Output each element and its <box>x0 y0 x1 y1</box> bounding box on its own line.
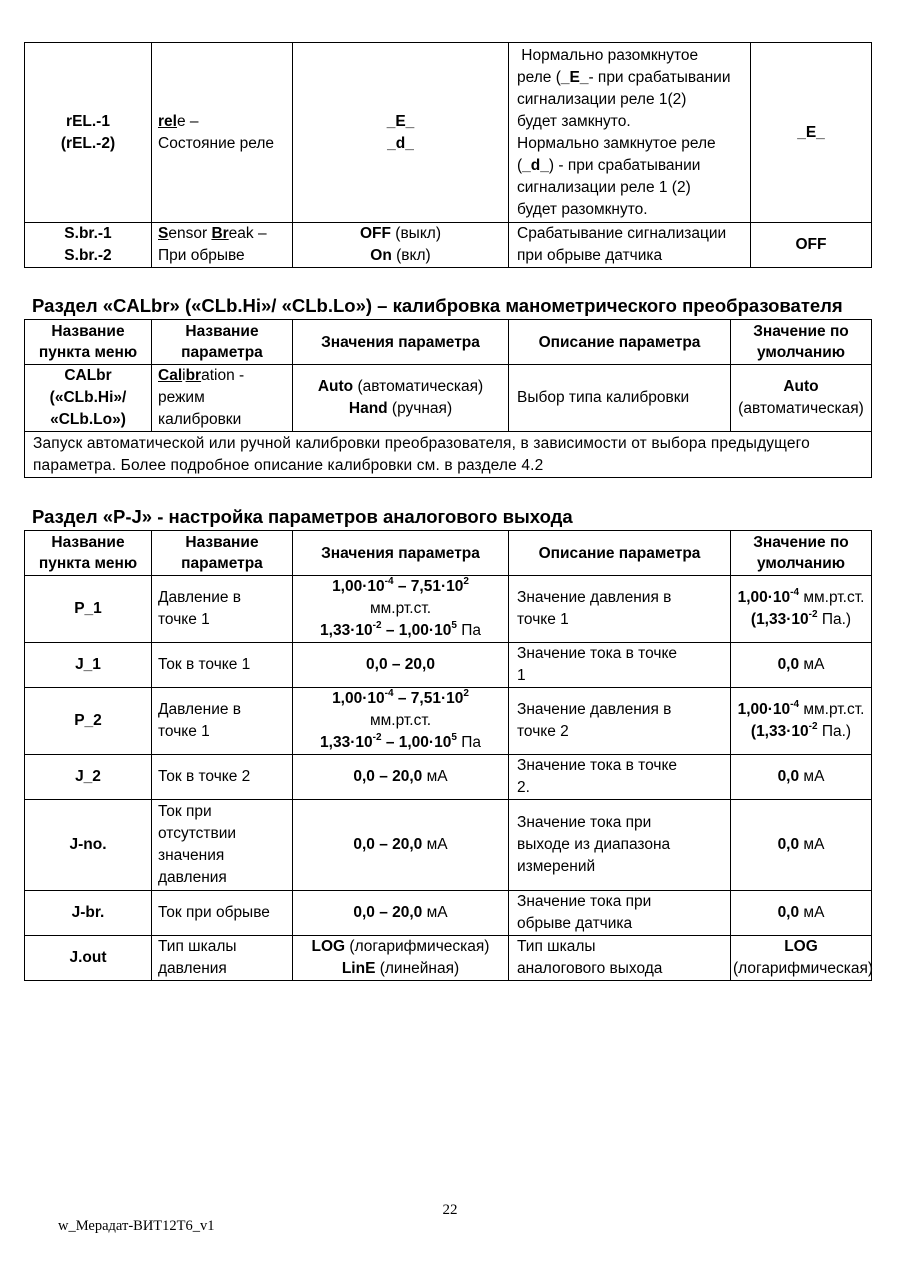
menu-item-cell: P_1 <box>25 576 152 643</box>
table-header-row <box>25 320 872 365</box>
param-description-cell: Значение давления в точке 2 <box>509 688 731 755</box>
header-param-name: Название параметра <box>152 531 293 576</box>
param-description-cell: Значение тока при выходе из диапазона измерений <box>509 800 731 891</box>
description-line: ) - при срабатывании <box>548 156 701 174</box>
param-description-cell: Значение тока при обрыве датчика <box>509 891 731 936</box>
param-values-cell <box>293 223 509 268</box>
table-row <box>25 800 872 891</box>
param-name-text: При обрыве <box>158 247 245 264</box>
header-param-description: Описание параметра <box>509 320 731 365</box>
header-default-value: Значение по умолчанию <box>731 531 872 576</box>
param-name-text: e – <box>176 112 199 130</box>
table-row <box>25 365 872 432</box>
param-name-abbrev: S <box>158 225 169 242</box>
table-row <box>25 43 872 223</box>
menu-item-cell: J-br. <box>25 891 152 936</box>
description-line: Нормально разомкнутое <box>517 46 699 64</box>
param-name-cell <box>152 43 293 223</box>
table-note-row <box>25 432 872 478</box>
section-title-pj: Раздел «P-J» - настройка параметров аналогового выхода <box>32 506 573 527</box>
page-number: 22 <box>442 1202 458 1218</box>
menu-item-cell: J_1 <box>25 643 152 688</box>
header-param-values: Значения параметра <box>293 320 509 365</box>
description-line: будет разомкнуто. <box>517 200 648 218</box>
param-values-cell <box>293 43 509 223</box>
menu-item-cell <box>25 223 152 268</box>
description-line: ( <box>517 156 523 174</box>
param-value: OFF <box>359 225 391 242</box>
description-line: - при срабатывании <box>588 68 731 86</box>
menu-item-name: S.br.-1 <box>64 225 112 242</box>
header-default-value: Значение по умолчанию <box>731 320 872 365</box>
param-value: On <box>370 247 392 264</box>
table-row <box>25 755 872 800</box>
menu-item-name: S.br.-2 <box>64 247 112 264</box>
description-line: _E_ <box>560 68 589 86</box>
param-values-cell: 0,0 – 20,0 <box>293 643 509 688</box>
param-name-abbrev: Br <box>211 225 229 242</box>
calibration-note: Запуск автоматической или ручной калибровки преобразователя, в зависимости от выбора предыдущего параметра. Более подробное описание калибровки см. в разделе 4.2 <box>25 432 872 478</box>
param-name-cell: Давление в точке 1 <box>152 576 293 643</box>
param-name-cell: Ток в точке 1 <box>152 643 293 688</box>
menu-item-cell: P_2 <box>25 688 152 755</box>
description-line: Срабатывание сигнализации <box>517 225 727 242</box>
header-param-name: Название параметра <box>152 320 293 365</box>
table-row <box>25 576 872 643</box>
default-value-cell: Auto (автоматическая) <box>731 365 872 432</box>
param-values-cell: Auto (автоматическая) Hand (ручная) <box>293 365 509 432</box>
header-menu-item: Название пункта меню <box>25 531 152 576</box>
param-description-cell <box>509 223 751 268</box>
table-header-row <box>25 531 872 576</box>
header-menu-item: Название пункта меню <box>25 320 152 365</box>
description-line: при обрыве датчика <box>517 247 663 264</box>
default-value-cell: 0,0 мА <box>731 755 872 800</box>
description-line: сигнализации реле 1(2) <box>517 90 687 108</box>
table-row <box>25 688 872 755</box>
menu-item-cell <box>25 43 152 223</box>
param-name-abbrev: rel <box>158 112 177 130</box>
description-line: реле ( <box>517 68 561 86</box>
param-values-cell: $1,00\cdot 10^{-4} - 7,51\cdot 10^2$ мм.рт.ст. $1,33\cdot 10^{-2} - 1,00\cdot 10^5$ Па <box>293 688 509 755</box>
default-value-cell: OFF <box>751 223 872 268</box>
table-row <box>25 891 872 936</box>
description-line: сигнализации реле 1 (2) <box>517 178 691 196</box>
param-values-cell: 0,0 – 20,0 мА <box>293 891 509 936</box>
menu-item-name: rEL.-1 <box>66 112 110 130</box>
table-row <box>25 643 872 688</box>
param-description-cell: Значение давления в точке 1 <box>509 576 731 643</box>
param-name-cell: Давление в точке 1 <box>152 688 293 755</box>
menu-item-cell: J.out <box>25 936 152 981</box>
default-value-cell: 0,0 мА <box>731 891 872 936</box>
menu-item-name: (rEL.-2) <box>60 134 116 152</box>
table-row <box>25 223 872 268</box>
default-value-cell: _E_ <box>751 43 872 223</box>
param-description-cell: Значение тока в точке 2. <box>509 755 731 800</box>
param-value: _E_ <box>386 112 415 130</box>
default-value-cell: LOG (логарифмическая) <box>731 936 872 981</box>
table-row <box>25 936 872 981</box>
document-name: w_Мерадат-ВИТ12Т6_v1 <box>58 1218 215 1234</box>
param-name-cell <box>152 223 293 268</box>
calbr-params-table <box>24 319 872 478</box>
default-value-cell: 0,0 мА <box>731 643 872 688</box>
param-values-cell: LOG (логарифмическая) LinE (линейная) <box>293 936 509 981</box>
param-name-cell: Ток при обрыве <box>152 891 293 936</box>
param-name-cell: Calibration - режим калибровки <box>152 365 293 432</box>
param-value-note: (выкл) <box>390 225 441 242</box>
param-values-cell: 0,0 – 20,0 мА <box>293 800 509 891</box>
menu-item-cell: J_2 <box>25 755 152 800</box>
default-value-cell: $1,00\cdot 10^{-4}$ мм.рт.ст. ($1,33\cdot 10^{-2}$ Па.) <box>731 688 872 755</box>
param-value: _d_ <box>387 134 414 152</box>
menu-item-cell: CALbr («CLb.Hi»/ «CLb.Lo») <box>25 365 152 432</box>
param-description-cell <box>509 43 751 223</box>
pj-params-table <box>24 530 872 981</box>
header-param-description: Описание параметра <box>509 531 731 576</box>
header-param-values: Значения параметра <box>293 531 509 576</box>
description-line: Нормально замкнутое реле <box>517 134 716 152</box>
param-description-cell: Значение тока в точке 1 <box>509 643 731 688</box>
param-description-cell: Тип шкалы аналогового выхода <box>509 936 731 981</box>
param-name-text: ensor <box>168 225 212 242</box>
param-value-note: (вкл) <box>391 247 431 264</box>
param-name-cell: Ток при отсутствии значения давления <box>152 800 293 891</box>
description-line: _d_ <box>522 156 549 174</box>
param-name-cell: Тип шкалы давления <box>152 936 293 981</box>
param-name-text: eak – <box>228 225 267 242</box>
default-value-cell: $1,00\cdot 10^{-4}$ мм.рт.ст. ($1,33\cdot 10^{-2}$ Па.) <box>731 576 872 643</box>
menu-item-cell: J-no. <box>25 800 152 891</box>
default-value-cell: 0,0 мА <box>731 800 872 891</box>
relay-params-table <box>24 42 872 268</box>
param-name-cell: Ток в точке 2 <box>152 755 293 800</box>
param-name-text: Состояние реле <box>158 134 275 152</box>
param-description-cell: Выбор типа калибровки <box>509 365 731 432</box>
description-line: будет замкнуто. <box>517 112 631 130</box>
section-title-calbr: Раздел «CALbr» («CLb.Hi»/ «CLb.Lo») – калибровка манометрического преобразователя <box>32 295 843 316</box>
param-values-cell: 0,0 – 20,0 мА <box>293 755 509 800</box>
param-values-cell: $1,00\cdot 10^{-4} - 7,51\cdot 10^2$ мм.рт.ст. $1,33\cdot 10^{-2} - 1,00\cdot 10^5$ Па <box>293 576 509 643</box>
